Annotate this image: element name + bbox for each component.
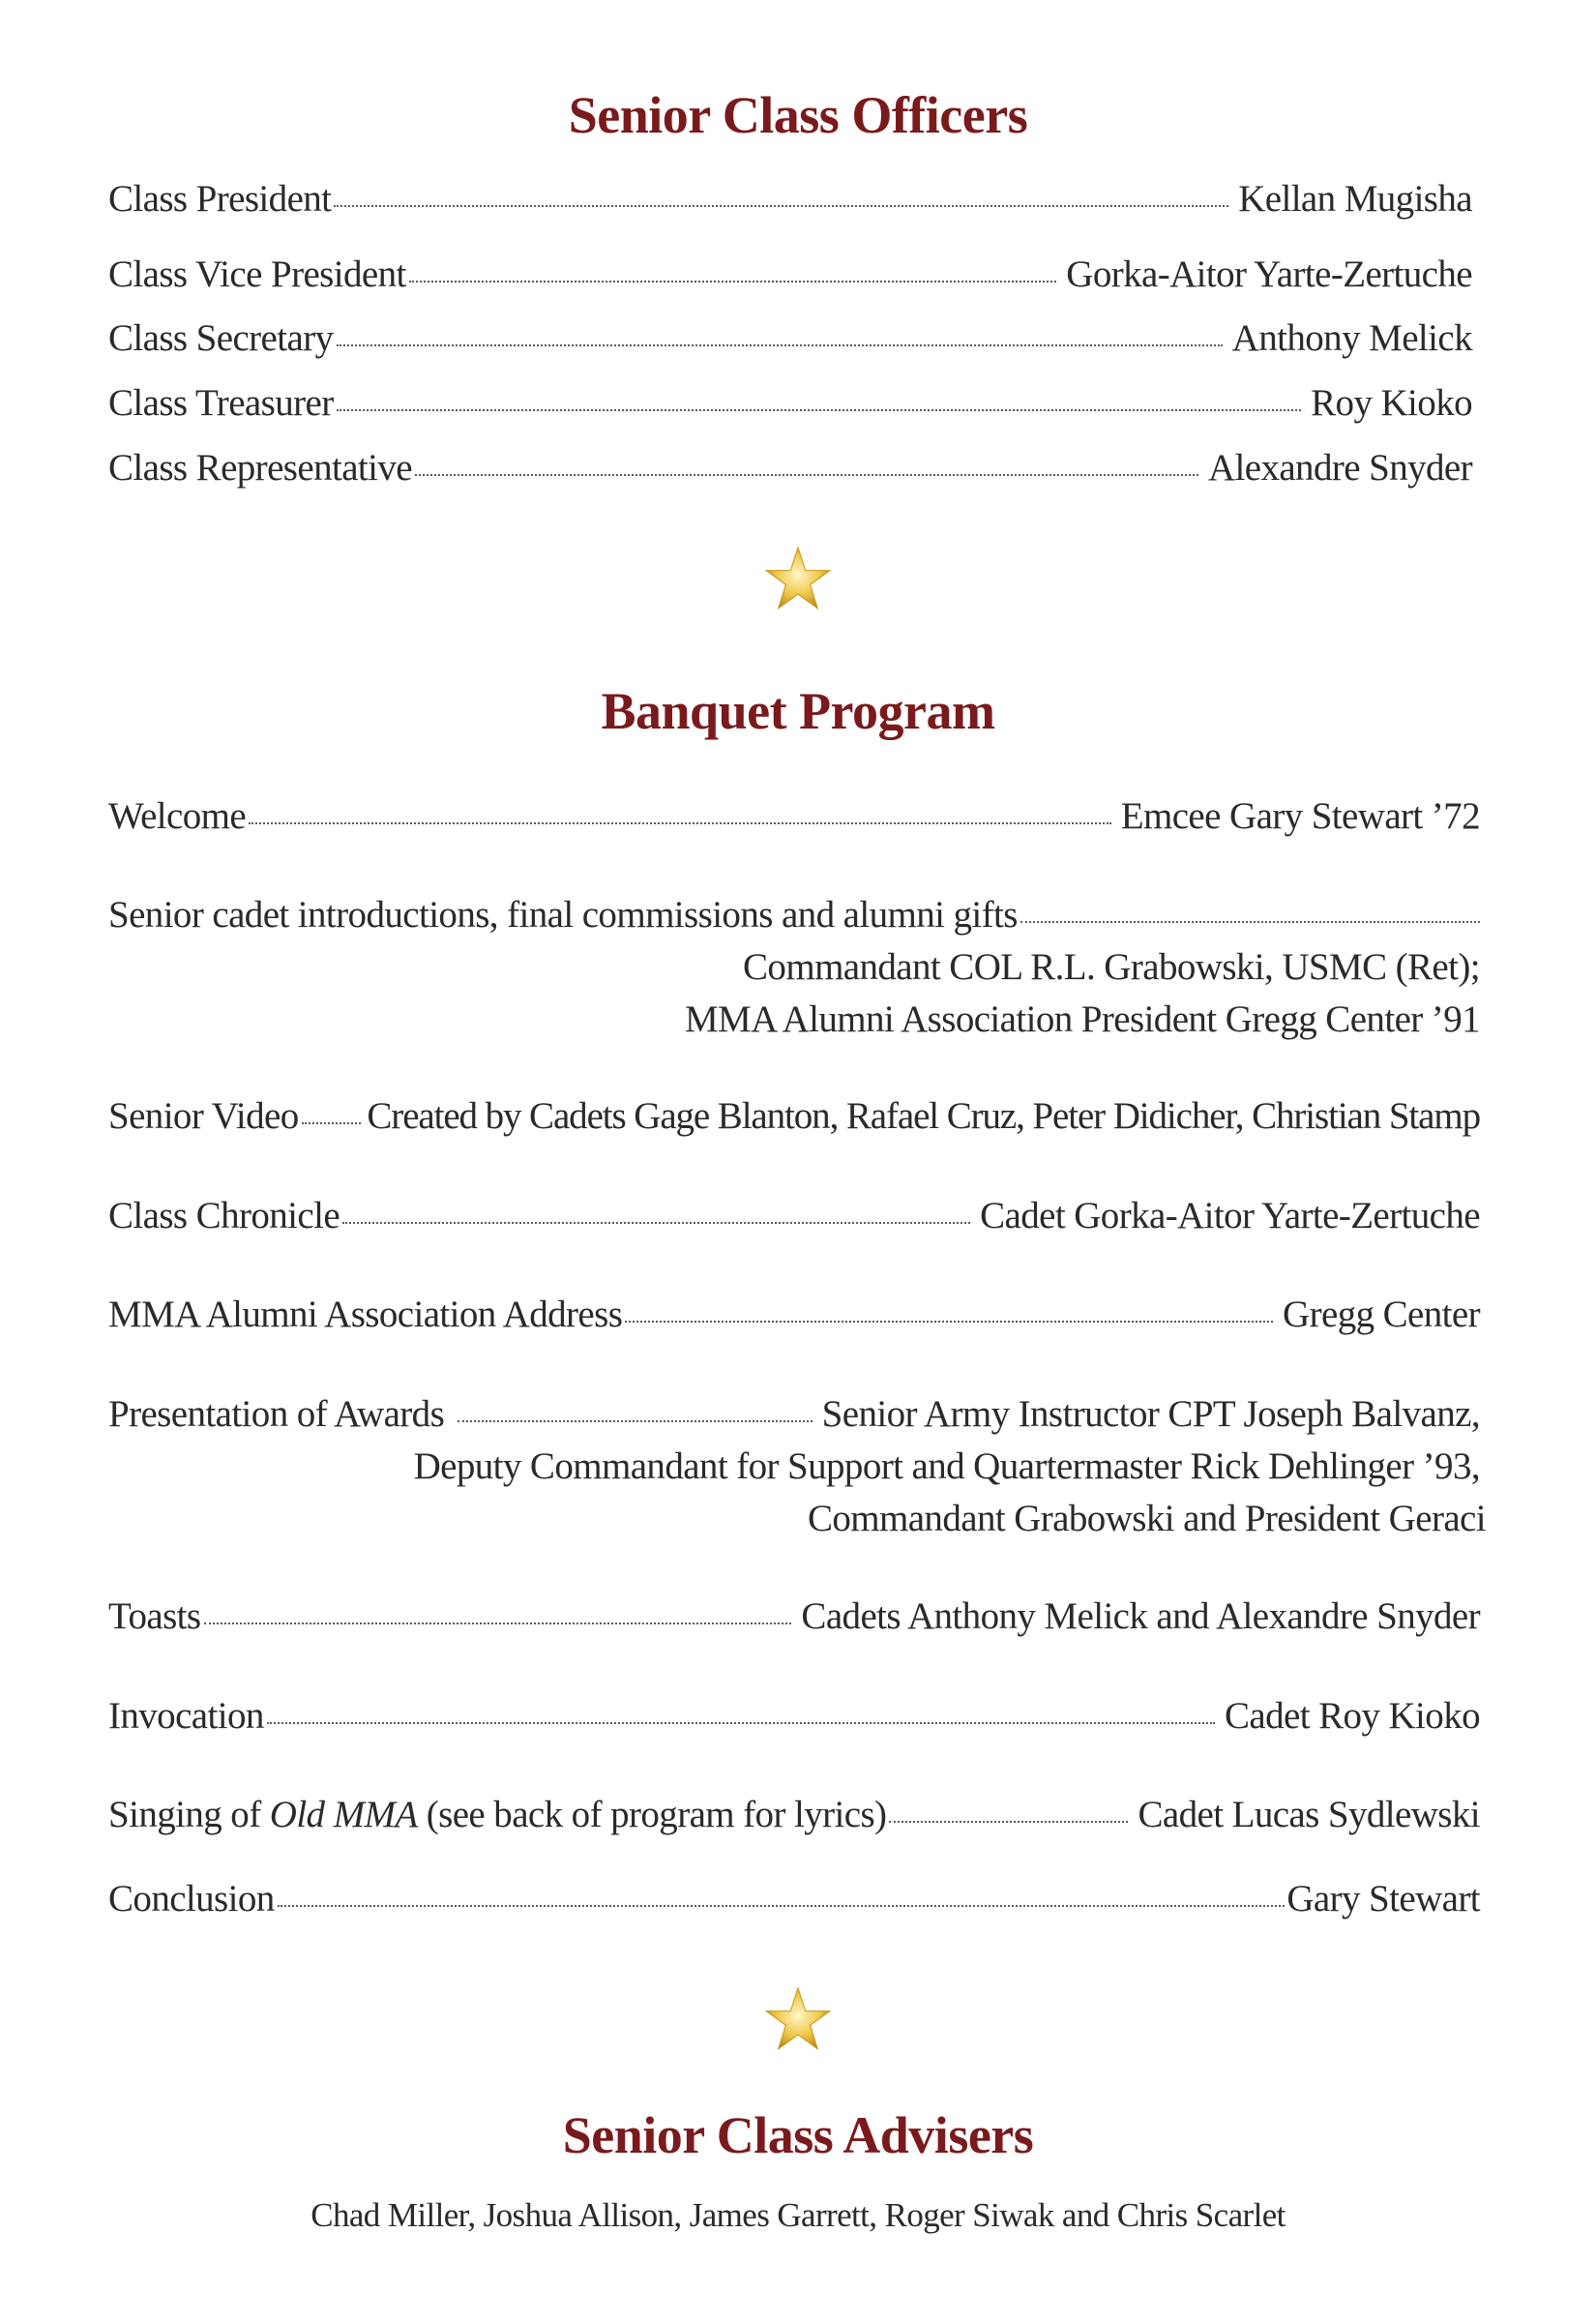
program-row-conclusion — [108, 1880, 1480, 1918]
officer-name: Kellan Mugisha — [1238, 178, 1472, 220]
officers-heading: Senior Class Officers — [568, 86, 1028, 144]
officer-role: Class Vice President — [108, 253, 406, 295]
star-icon — [764, 1985, 832, 2053]
program-item-label: Invocation — [108, 1695, 264, 1737]
officer-role: Class Secretary — [108, 317, 334, 359]
advisers-heading: Senior Class Advisers — [562, 2106, 1034, 2164]
program-item-label: Presentation of Awards — [108, 1393, 445, 1435]
officer-name: Alexandre Snyder — [1207, 447, 1472, 489]
program-item-label — [108, 1796, 886, 1833]
program-item-label: Class Chronicle — [108, 1195, 340, 1236]
dot-leader — [415, 474, 1198, 476]
officer-row-secretary — [108, 319, 1472, 357]
program-row-alumni-address — [108, 1295, 1480, 1333]
program-item-value: Gary Stewart — [1286, 1878, 1480, 1920]
program-item-value: Emcee Gary Stewart ’72 — [1120, 795, 1480, 837]
dot-leader — [278, 1905, 1286, 1907]
dot-leader — [334, 205, 1228, 207]
program-item-value-line: MMA Alumni Association President Gregg Center ’91 — [684, 998, 1480, 1040]
program-item-value: Created by Cadets Gage Blanton, Rafael Cruz, Peter Didicher, Christian Stamp — [367, 1095, 1480, 1137]
program-item-value: Cadet Gorka-Aitor Yarte-Zertuche — [980, 1195, 1480, 1236]
officer-row-treasurer — [108, 384, 1472, 422]
dot-leader — [409, 281, 1057, 283]
program-row-awards — [108, 1395, 1480, 1433]
officer-row-vice-president — [108, 255, 1472, 293]
dot-leader — [302, 1122, 362, 1124]
program-row-chronicle — [108, 1197, 1480, 1235]
program-heading: Banquet Program — [601, 682, 995, 740]
program-item-value-line: Commandant COL R.L. Grabowski, USMC (Ret); — [743, 946, 1480, 988]
program-item-value: Senior Army Instructor CPT Joseph Balvanz, — [821, 1393, 1480, 1435]
star-icon — [764, 545, 832, 612]
dot-leader — [889, 1821, 1128, 1823]
program-row-welcome — [108, 797, 1480, 835]
dot-leader — [337, 344, 1223, 346]
program-item-label: Welcome — [108, 795, 247, 837]
officer-role: Class Treasurer — [108, 382, 334, 424]
officer-name: Roy Kioko — [1311, 382, 1472, 424]
label-suffix: (see back of program for lyrics) — [417, 1794, 887, 1835]
program-row-invocation — [108, 1697, 1480, 1735]
program-item-value: Cadet Lucas Sydlewski — [1138, 1794, 1480, 1835]
officer-name: Anthony Melick — [1231, 317, 1472, 359]
label-prefix: Singing of — [108, 1794, 270, 1835]
song-title: Old MMA — [269, 1794, 418, 1835]
dot-leader — [204, 1622, 792, 1624]
officer-role: Class President — [108, 178, 332, 220]
dot-leader — [337, 409, 1302, 411]
advisers-names: Chad Miller, Joshua Allison, James Garrett, Roger Siwak and Chris Scarlet — [310, 2196, 1286, 2234]
program-item-label: Senior cadet introductions, final commissions and alumni gifts — [108, 894, 1018, 936]
program-row-introductions — [108, 896, 1480, 934]
program-item-label: Toasts — [108, 1595, 201, 1637]
program-item-value: Cadet Roy Kioko — [1225, 1695, 1480, 1737]
program-item-label: MMA Alumni Association Address — [108, 1294, 623, 1335]
officer-name: Gorka-Aitor Yarte-Zertuche — [1066, 253, 1472, 295]
dot-leader — [267, 1722, 1215, 1724]
program-row-singing — [108, 1796, 1480, 1833]
dot-leader — [342, 1222, 970, 1224]
officer-role: Class Representative — [108, 447, 412, 489]
dot-leader — [625, 1321, 1273, 1323]
program-item-value: Cadets Anthony Melick and Alexandre Snyder — [801, 1595, 1480, 1637]
officer-row-president — [108, 180, 1472, 218]
dot-leader — [1020, 921, 1480, 923]
program-item-value: Gregg Center — [1283, 1294, 1480, 1335]
program-item-label: Senior Video — [108, 1095, 299, 1137]
program-item-value-line: Deputy Commandant for Support and Quartermaster Rick Dehlinger ’93, — [413, 1445, 1480, 1487]
program-item-label: Conclusion — [108, 1878, 275, 1920]
program-item-value-line: Commandant Grabowski and President Geraci — [807, 1498, 1486, 1539]
officer-row-representative — [108, 449, 1472, 487]
program-row-toasts — [108, 1597, 1480, 1635]
dot-leader — [249, 822, 1111, 824]
dot-leader — [458, 1420, 813, 1422]
program-row-video — [108, 1097, 1480, 1135]
